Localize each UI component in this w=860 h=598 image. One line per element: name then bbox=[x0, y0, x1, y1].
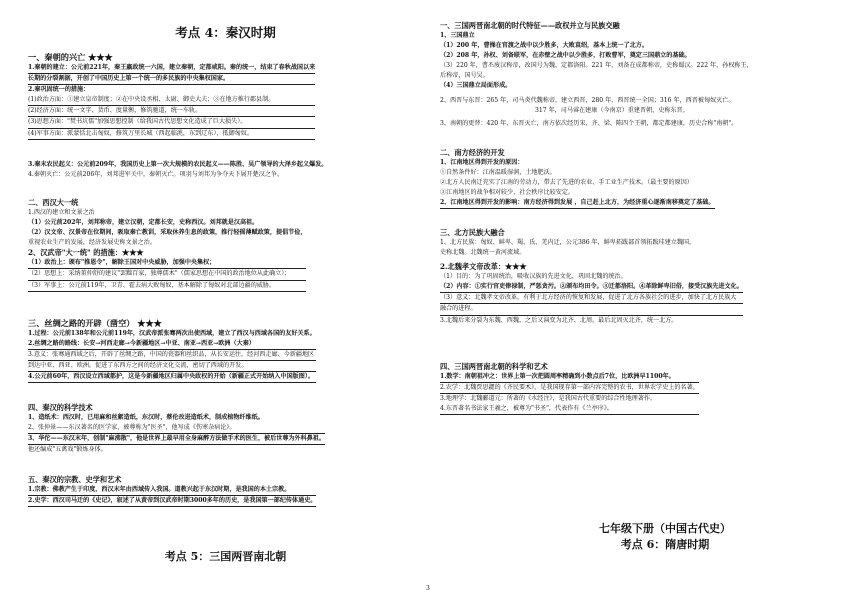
text-line: （3）军事上：公元前119年，卫青、霍去病大败匈奴，基本解除了匈奴对北部边疆的威胁。 bbox=[28, 281, 306, 292]
heading-religion-history-art: 五、秦汉的宗教、史学和艺术 bbox=[28, 475, 122, 484]
text-line: 2.丝绸之路的路线：长安→河西走廊→今新疆地区→中亚、南亚→西亚→欧洲（大秦） bbox=[28, 339, 316, 350]
heading-qin-han-science: 四、秦汉的科学技术 bbox=[28, 403, 93, 412]
heading-silk-road: 三、丝绸之路的开辟（凿空） ★★★ bbox=[28, 318, 162, 328]
text-line: 后称帝，国号吴。 bbox=[440, 72, 489, 80]
text-line: ②北方人民南迁充实了江南的劳动力，带去了先进的农业、手工业生产技术。（最主要的原因） bbox=[440, 179, 693, 187]
text-line: 他还编成"五禽戏"锻炼身体。 bbox=[28, 446, 107, 454]
text-line: 3、华佗——东汉末年，创制"麻沸散"，他是世界上最早用全身麻醉方法做手术的医生，被后世尊为外科鼻祖。 bbox=[28, 434, 325, 445]
right-section-2 bbox=[440, 148, 715, 209]
grade-title: 七年级下册（中国古代史） bbox=[599, 522, 731, 535]
text-line: ①自然条件好：江南温暖湿润，土地肥沃。 bbox=[440, 169, 556, 177]
heading-era-features: 一、三国两晋南北朝的时代特征——政权并立与民族交融 bbox=[440, 21, 620, 30]
text-line: 2、张仲景——东汉著名的医学家，被尊称为"医圣"，他写成《伤寒杂病论》。 bbox=[28, 423, 325, 434]
text-line: 2.秦巩固统一的措施： bbox=[28, 86, 90, 94]
text-line: (4)军事方面：派蒙恬北击匈奴，修筑万里长城（西起临洮，东到辽东），抵御匈奴。 bbox=[28, 129, 315, 140]
text-line: 1、江南地区得到开发的原因： bbox=[440, 159, 524, 166]
text-line: 2.农学：北魏贾思勰的《齐民要术》，是我国现存第一部内容完整的农书，世界农学史上的名著。 bbox=[440, 383, 699, 394]
text-line: 4.公元前60年，西汉设立西域都护，这是今新疆地区归属中央政权的开始（新疆正式开始纳入中国版图）。 bbox=[28, 372, 316, 383]
section-title-three-kingdoms: 考点 5：三国两晋南北朝 bbox=[164, 550, 287, 563]
left-section-1b bbox=[28, 160, 327, 180]
heading-western-han: 二、西汉大一统 bbox=[28, 198, 79, 207]
text-line: （1）200 年，曹操在官渡之战中以少胜多，大败袁绍，基本上统一了北方。 bbox=[440, 42, 648, 50]
text-line: 1、三国鼎立 bbox=[440, 32, 475, 39]
text-line: 4.东晋著名书法家王羲之，被尊为"书圣"，代表作有《兰亭序》。 bbox=[440, 404, 699, 415]
section-title-sui-tang: 考点 6：隋唐时期 bbox=[620, 538, 710, 551]
text-line: （4）三国鼎立局面形成。 bbox=[440, 82, 512, 90]
heading-xiaowen-reform: 2.北魏孝文帝改革：★★★ bbox=[440, 262, 527, 272]
text-line: （1）公元前202年，刘邦称帝，建立汉朝，定都长安，史称西汉。刘邦就是汉高祖。 bbox=[28, 219, 259, 227]
text-line: （2）208 年，孙权、刘备联军，在赤壁之战中以少胜多，打败曹军，奠定三国鼎立的基础。 bbox=[440, 52, 691, 60]
text-line: 3、南朝的更替：420 年，东晋灭亡，南方依次经历宋、齐、梁、陈四个王朝，都定都建康，历史合称"南朝"。 bbox=[440, 119, 738, 127]
left-section-4 bbox=[28, 403, 325, 455]
text-line: 1.过程：公元前138年和公元前119年，汉武帝派张骞两次出使西域，建立了西汉与西域各国的友好关系。 bbox=[28, 330, 316, 337]
text-line: （2）内容：①实行官吏俸禄制，严惩贪污。②颁布均田令。③迁都洛阳。④革除鲜卑旧俗，接受汉族先进文化。 bbox=[440, 282, 743, 293]
heading-northern-fusion: 三、北方民族大融合 bbox=[440, 228, 505, 237]
text-line: （2）汉文帝、汉景帝在位期间，吸取秦亡教训，采取休养生息的政策，推行轻徭薄赋政策，提倡节俭， bbox=[28, 229, 307, 237]
text-line: 3.意义：张骞通西域之后，开辟了丝绸之路，中国的瓷器和丝织品，从长安运往，经河西走廊、今新疆地区 bbox=[28, 350, 316, 361]
text-line: 1.秦朝的建立：公元前221年，秦王嬴政统一六国，建立秦朝，定都咸阳。秦的统一，结束了春秋战国以来 bbox=[28, 63, 315, 74]
heading-qin-dynasty: 一、秦朝的兴亡 ★★★ bbox=[28, 52, 113, 62]
text-line: 3.秦末农民起义：公元前209年，我国历史上第一次大规模的农民起义——陈胜、吴广领导的大泽乡起义爆发。 bbox=[28, 161, 328, 168]
text-line: （1）政治上：颁布"推恩令"，解除王国对中央威胁，加强中央集权； bbox=[28, 258, 306, 269]
text-line: 融合的进程。 bbox=[440, 304, 743, 315]
heading-han-wudi: 2、汉武帝"大一统" 的措施：★★★ bbox=[28, 248, 144, 258]
text-line: 3.北魏后来分裂为东魏、西魏，之后又演变为北齐、北周。最后北周灭北齐，统一北方。 bbox=[440, 316, 678, 324]
right-section-4 bbox=[440, 362, 699, 415]
left-section-2 bbox=[28, 198, 306, 292]
left-section-1 bbox=[28, 52, 315, 140]
section-title-qin-han: 考点 4：秦汉时期 bbox=[175, 25, 276, 40]
right-section-3 bbox=[440, 228, 743, 326]
text-line: 2、西晋与东晋：265 年，司马炎代魏称帝，建立西晋，280 年，西晋统一全国；316 年，西晋被匈奴灭亡。 bbox=[440, 96, 735, 104]
page-number: 3 bbox=[426, 585, 430, 592]
text-line: 长期的分裂割据，开创了中国历史上第一个统一的多民族的中央集权国家。 bbox=[28, 74, 315, 85]
text-line: 重视农业生产的发展，经济发展史称文景之治。 bbox=[28, 239, 156, 247]
text-line: （1）目的：为了巩固统治，吸收汉族的先进文化，巩固北魏的统治。 bbox=[440, 273, 627, 281]
text-line: 2.史学：西汉司马迁的《史记》，叙述了从黄帝到汉武帝时期3000多年的历史，是我国第一部纪传体通史。 bbox=[28, 496, 316, 507]
right-section-1 bbox=[440, 21, 753, 129]
heading-southern-economy: 二、南方经济的开发 bbox=[440, 148, 505, 157]
text-line: 1.西汉的建立和文景之治 bbox=[28, 209, 95, 216]
text-line: 317 年，司马睿在建康（今南京）重建晋朝，史称东晋。 bbox=[535, 106, 689, 114]
text-line: 1、造纸术：西汉时，已用麻和丝絮造纸，东汉时，蔡伦改进造纸术，制成植物纤维纸。 bbox=[28, 414, 264, 421]
text-line: 1.宗教：佛教产生于印度，西汉末年由西域传入我国。道教兴起于东汉时期，是我国的本土宗教。 bbox=[28, 485, 316, 496]
text-line: 1.数学：南朝祖冲之：世界上第一次把圆周率精确到小数点后7位，比欧洲早1100年。 bbox=[440, 372, 699, 383]
text-line: 2、江南地区得到开发的影响：南方经济得到发展 ，自己赶上北方，为经济重心逐渐南移奠定了基础。 bbox=[440, 198, 715, 209]
text-line: （3）意义：北魏孝文帝改革，有利于北方经济的恢复和发展，促进了北方各族社会的进步，加快了北方民族大 bbox=[440, 293, 743, 304]
text-line: (3)思想方面："焚书坑儒"加强思想控制（给我国古代思想文化造成了巨大损失）。 bbox=[28, 117, 315, 128]
left-section-5 bbox=[28, 475, 316, 507]
heading-science-art: 四、三国两晋南北朝的科学和艺术 bbox=[440, 362, 548, 371]
text-line: （2）思想上：采纳董仲舒的建议"罢黜百家，独尊儒术"（儒家思想在中国的政治地位从此确立）； bbox=[28, 269, 306, 280]
text-line: ③江南地区的战争相对较少，社会秩序比较安定。 bbox=[440, 189, 575, 197]
text-line: 1、北方民族：匈奴、鲜卑、羯、氐、羌内迁，公元386 年，鲜卑拓跋部首领拓跋珪建立魏国， bbox=[440, 239, 696, 246]
left-section-3 bbox=[28, 318, 316, 383]
text-line: (1)政治方面：①建立皇帝制度；②在中央设丞相、太尉、御史大夫；③在地方推行郡县制。 bbox=[28, 95, 315, 106]
text-line: 4.秦朝灭亡：公元前206年，刘邦进军关中，秦朝灭亡。项羽与刘邦为争夺天下展开楚汉之争。 bbox=[28, 171, 284, 179]
text-line: 到达中亚、西亚、欧洲。促进了东西方之间的经济文化交流，密切了西域的开发。 bbox=[28, 361, 316, 372]
text-line: 史称北魏。北魏统一黄河流域。 bbox=[440, 249, 526, 257]
text-line: 3.地理学：北魏郦道元：所著的《水经注》，是我国古代重要的综合性地理著作。 bbox=[440, 395, 657, 403]
text-line: (2)经济方面：统一文字、货币、度量衡，修筑驰道，统一车轨。 bbox=[28, 106, 315, 117]
text-line: （3）220 年，曹丕废汉称帝，改国号为魏，定都洛阳。221 年，刘备在成都称帝，史称蜀汉。222 年，孙权称王， bbox=[440, 62, 753, 70]
